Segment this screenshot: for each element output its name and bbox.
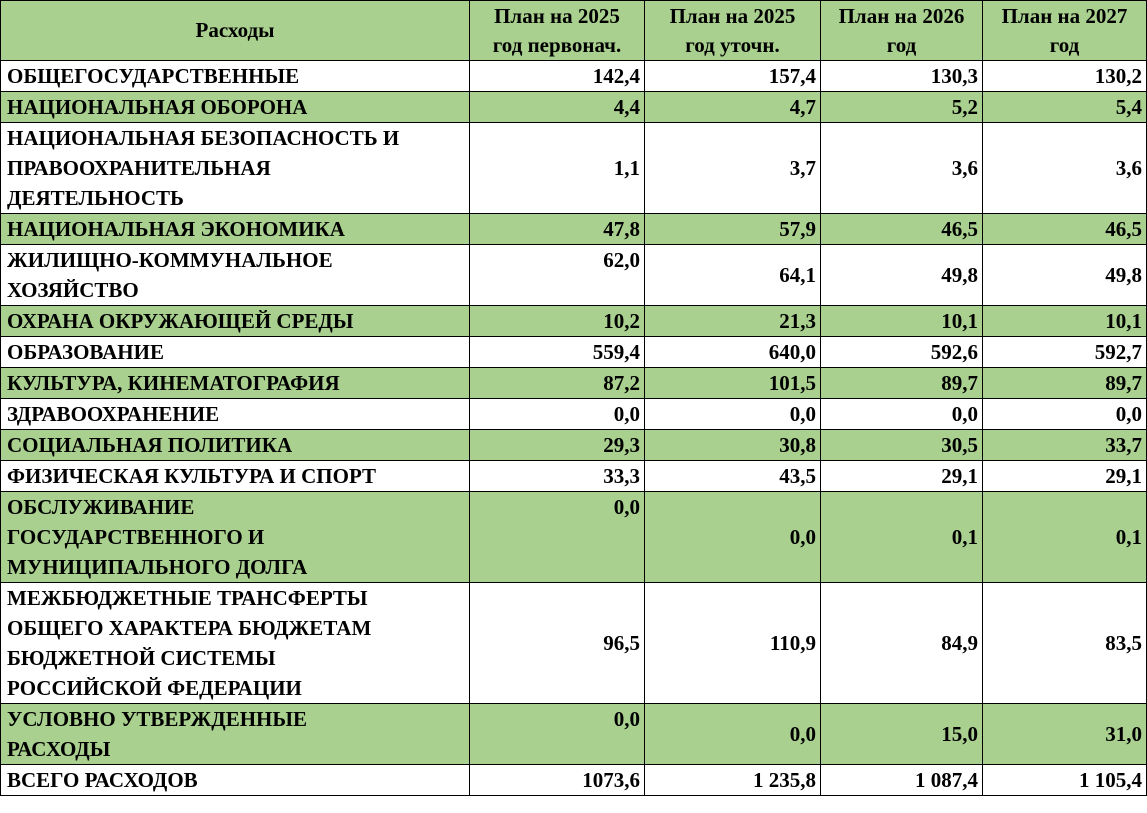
- value-cell: 64,1: [645, 245, 821, 306]
- value-cell: 49,8: [821, 245, 983, 306]
- table-row: [1, 306, 1147, 337]
- header-plan-2025-initial: [470, 1, 645, 61]
- table-row: [1, 704, 1147, 765]
- category-line: ОБЩЕГО ХАРАКТЕРА БЮДЖЕТАМ: [7, 616, 372, 640]
- value-cell: 33,7: [983, 430, 1147, 461]
- category-line: ОБСЛУЖИВАНИЕ: [7, 495, 195, 519]
- value-cell: 15,0: [821, 704, 983, 765]
- category-line: СОЦИАЛЬНАЯ ПОЛИТИКА: [7, 433, 293, 457]
- table-row: [1, 61, 1147, 92]
- expense-category: [1, 245, 470, 306]
- value-cell: 43,5: [645, 461, 821, 492]
- value-cell: 640,0: [645, 337, 821, 368]
- category-line: РОССИЙСКОЙ ФЕДЕРАЦИИ: [7, 676, 302, 700]
- value-cell: 101,5: [645, 368, 821, 399]
- value-cell: 0,0: [645, 704, 821, 765]
- table-body: [1, 61, 1147, 796]
- value-cell: 10,2: [470, 306, 645, 337]
- value-cell: 84,9: [821, 583, 983, 704]
- expense-category: [1, 123, 470, 214]
- value-cell: 0,1: [821, 492, 983, 583]
- value-cell: 46,5: [983, 214, 1147, 245]
- value-cell: 5,2: [821, 92, 983, 123]
- value-cell: 592,7: [983, 337, 1147, 368]
- value-cell: 89,7: [821, 368, 983, 399]
- value-cell: 10,1: [821, 306, 983, 337]
- expense-category: [1, 337, 470, 368]
- table-row: [1, 123, 1147, 214]
- header-line: План на 2026: [838, 3, 965, 28]
- expense-category: [1, 61, 470, 92]
- value-cell: 4,7: [645, 92, 821, 123]
- expense-category: [1, 492, 470, 583]
- value-cell: 0,0: [470, 492, 645, 583]
- header-plan-2026: [821, 1, 983, 61]
- header-line: год первонач.: [492, 32, 622, 57]
- value-cell: 0,1: [983, 492, 1147, 583]
- value-cell: 89,7: [983, 368, 1147, 399]
- category-line: МУНИЦИПАЛЬНОГО ДОЛГА: [7, 555, 308, 579]
- table-row: [1, 337, 1147, 368]
- value-cell: 10,1: [983, 306, 1147, 337]
- category-line: НАЦИОНАЛЬНАЯ ЭКОНОМИКА: [7, 217, 345, 241]
- value-cell: 30,8: [645, 430, 821, 461]
- expense-category: [1, 399, 470, 430]
- value-cell: 0,0: [470, 399, 645, 430]
- category-line: ГОСУДАРСТВЕННОГО И: [7, 525, 265, 549]
- table-row: [1, 214, 1147, 245]
- table-row: [1, 399, 1147, 430]
- expense-category: [1, 461, 470, 492]
- value-cell: 130,2: [983, 61, 1147, 92]
- category-line: УСЛОВНО УТВЕРЖДЕННЫЕ: [7, 707, 307, 731]
- value-cell: 0,0: [645, 399, 821, 430]
- category-line: ЖИЛИЩНО-КОММУНАЛЬНОЕ: [7, 248, 333, 272]
- header-expenses: Расходы: [1, 1, 470, 61]
- value-cell: 47,8: [470, 214, 645, 245]
- value-cell: 592,6: [821, 337, 983, 368]
- value-cell: 5,4: [983, 92, 1147, 123]
- category-line: НАЦИОНАЛЬНАЯ БЕЗОПАСНОСТЬ И: [7, 126, 400, 150]
- header-line: План на 2025: [669, 3, 796, 28]
- table-row: [1, 461, 1147, 492]
- header-plan-2025-revised: [645, 1, 821, 61]
- table-row: [1, 583, 1147, 704]
- value-cell: 3,6: [983, 123, 1147, 214]
- header-row: [1, 1, 1147, 61]
- value-cell: 29,1: [983, 461, 1147, 492]
- table-row: [1, 245, 1147, 306]
- category-line: РАСХОДЫ: [7, 737, 111, 761]
- value-cell: 110,9: [645, 583, 821, 704]
- expense-category: [1, 430, 470, 461]
- value-cell: 33,3: [470, 461, 645, 492]
- value-cell: 4,4: [470, 92, 645, 123]
- category-line: ДЕЯТЕЛЬНОСТЬ: [7, 186, 184, 210]
- header-line: год: [1049, 32, 1080, 57]
- category-line: БЮДЖЕТНОЙ СИСТЕМЫ: [7, 646, 276, 670]
- value-cell: 83,5: [983, 583, 1147, 704]
- value-cell: 29,3: [470, 430, 645, 461]
- value-cell: 29,1: [821, 461, 983, 492]
- value-cell: 0,0: [983, 399, 1147, 430]
- category-line: ОХРАНА ОКРУЖАЮЩЕЙ СРЕДЫ: [7, 309, 354, 333]
- value-cell: 46,5: [821, 214, 983, 245]
- expense-category: [1, 368, 470, 399]
- expense-category: [1, 306, 470, 337]
- expense-category: [1, 704, 470, 765]
- value-cell: 1 087,4: [821, 765, 983, 796]
- value-cell: 0,0: [470, 704, 645, 765]
- value-cell: 21,3: [645, 306, 821, 337]
- value-cell: 0,0: [645, 492, 821, 583]
- table-row: [1, 492, 1147, 583]
- table-row: [1, 92, 1147, 123]
- category-line: ПРАВООХРАНИТЕЛЬНАЯ: [7, 156, 271, 180]
- value-cell: 130,3: [821, 61, 983, 92]
- value-cell: 3,6: [821, 123, 983, 214]
- value-cell: 31,0: [983, 704, 1147, 765]
- header-line: год уточн.: [685, 32, 780, 57]
- value-cell: 3,7: [645, 123, 821, 214]
- category-line: ФИЗИЧЕСКАЯ КУЛЬТУРА И СПОРТ: [7, 464, 377, 488]
- value-cell: 49,8: [983, 245, 1147, 306]
- header-plan-2027: [983, 1, 1147, 61]
- category-line: НАЦИОНАЛЬНАЯ ОБОРОНА: [7, 95, 308, 119]
- expense-category: [1, 214, 470, 245]
- category-line: ОБЩЕГОСУДАРСТВЕННЫЕ: [7, 64, 300, 88]
- table-row: [1, 368, 1147, 399]
- value-cell: 1 105,4: [983, 765, 1147, 796]
- value-cell: 87,2: [470, 368, 645, 399]
- value-cell: 57,9: [645, 214, 821, 245]
- value-cell: 96,5: [470, 583, 645, 704]
- expense-category: [1, 583, 470, 704]
- category-line: КУЛЬТУРА, КИНЕМАТОГРАФИЯ: [7, 371, 340, 395]
- header-line: План на 2027: [1001, 3, 1128, 28]
- value-cell: 62,0: [470, 245, 645, 306]
- table-row: [1, 430, 1147, 461]
- category-line: ХОЗЯЙСТВО: [7, 278, 139, 302]
- category-line: МЕЖБЮДЖЕТНЫЕ ТРАНСФЕРТЫ: [7, 586, 368, 610]
- value-cell: 0,0: [821, 399, 983, 430]
- category-line: ОБРАЗОВАНИЕ: [7, 340, 164, 364]
- header-line: год: [886, 32, 917, 57]
- expense-category: [1, 92, 470, 123]
- value-cell: 157,4: [645, 61, 821, 92]
- header-line: План на 2025: [494, 3, 620, 28]
- value-cell: 142,4: [470, 61, 645, 92]
- expense-category: [1, 765, 470, 796]
- category-line: ЗДРАВООХРАНЕНИЕ: [7, 402, 220, 426]
- table-row: [1, 765, 1147, 796]
- value-cell: 1 235,8: [645, 765, 821, 796]
- value-cell: 30,5: [821, 430, 983, 461]
- category-line: ВСЕГО РАСХОДОВ: [7, 768, 198, 792]
- value-cell: 559,4: [470, 337, 645, 368]
- value-cell: 1073,6: [470, 765, 645, 796]
- value-cell: 1,1: [470, 123, 645, 214]
